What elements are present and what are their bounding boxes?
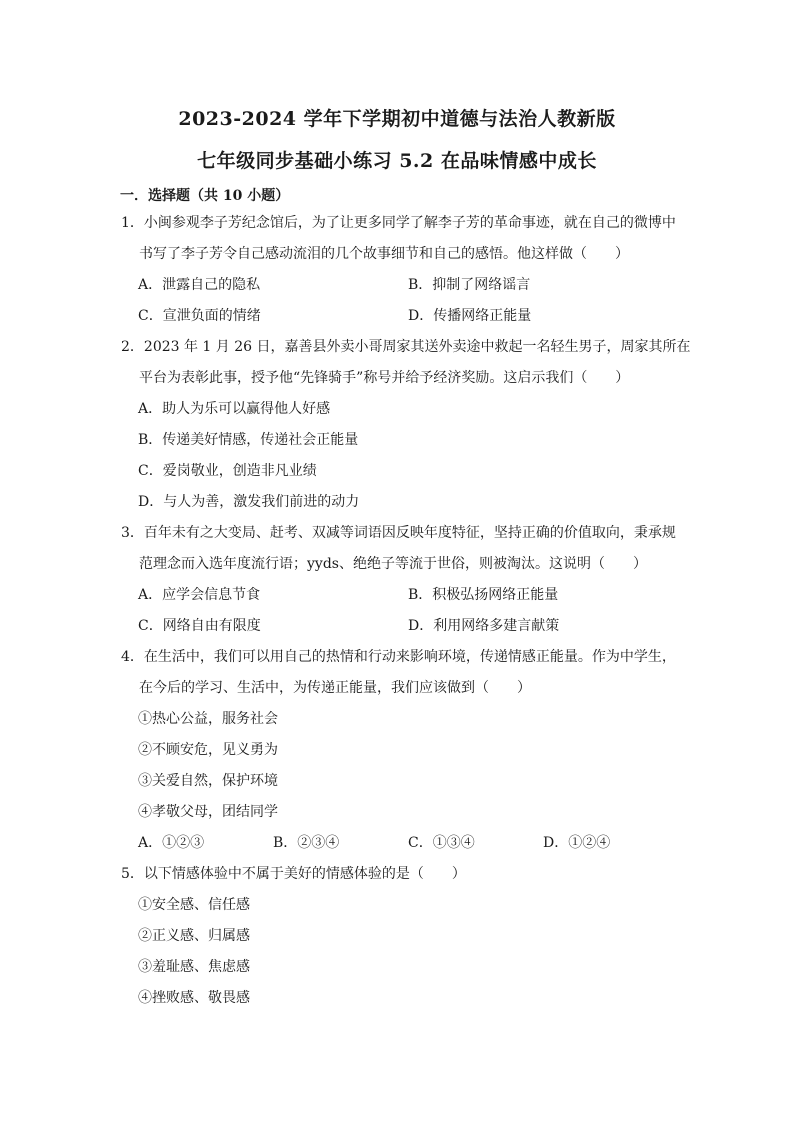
- option-a: A．泄露自己的隐私: [138, 277, 261, 293]
- page-title-line2: 七年级同步基础小练习 5.2 在品味情感中成长: [197, 150, 597, 172]
- option-row: [118, 487, 678, 518]
- question-text: 1．小闽参观李子芳纪念馆后，为了让更多同学了解李子芳的革命事迹，就在自己的微博中: [121, 215, 676, 231]
- question-text: 4．在生活中，我们可以用自己的热情和行动来影响环境，传递情感正能量。作为中学生，: [121, 649, 676, 665]
- option-row: [118, 828, 678, 859]
- option-b: B．传递美好情感，传递社会正能量: [138, 432, 359, 448]
- option-row: [118, 611, 678, 642]
- statement-2: ②正义感、归属感: [138, 928, 250, 944]
- option-d: D．①②④: [543, 835, 611, 851]
- statement-3: ③羞耻感、焦虑感: [138, 959, 250, 975]
- question-text: 5．以下情感体验中不属于美好的情感体验的是（ ）: [121, 866, 466, 882]
- option-d: D．传播网络正能量: [408, 308, 532, 324]
- statement-3: ③关爱自然，保护环境: [138, 773, 278, 789]
- option-c: C．网络自由有限度: [138, 618, 261, 634]
- question-text: 平台为表彰此事，授予他“先锋骑手”称号并给予经济奖励。这启示我们（ ）: [139, 370, 630, 386]
- question-2: [118, 332, 691, 518]
- statement-2: ②不顾安危，见义勇为: [138, 742, 278, 758]
- question-text: 3．百年未有之大变局、赶考、双减等词语因反映年度特征，坚持正确的价值取向，秉承规: [121, 525, 676, 541]
- question-5: [118, 859, 678, 1014]
- option-b: B．②③④: [273, 835, 340, 851]
- statement-1: ①安全感、信任感: [138, 897, 250, 913]
- option-a: A．①②③: [138, 835, 205, 851]
- question-text: 范理念而入选年度流行语；yyds、绝绝子等流于世俗，则被淘汰。这说明（ ）: [139, 556, 647, 572]
- page-title-line1: 2023-2024 学年下学期初中道德与法治人教新版: [178, 108, 616, 130]
- statement-4: ④孝敬父母，团结同学: [138, 804, 278, 820]
- option-d: D．与人为善，激发我们前进的动力: [138, 494, 360, 510]
- question-4: [118, 642, 678, 859]
- option-c: C．宣泄负面的情绪: [138, 308, 261, 324]
- option-row: [118, 270, 678, 301]
- option-row: [118, 456, 678, 487]
- option-row: [118, 580, 678, 611]
- option-row: [118, 301, 678, 332]
- statement-1: ①热心公益，服务社会: [138, 711, 278, 727]
- question-text: 2．2023 年 1 月 26 日，嘉善县外卖小哥周家其送外卖途中救起一名轻生男子，周家其所在: [121, 339, 691, 355]
- question-3: [118, 518, 678, 642]
- question-text: 书写了李子芳令自己感动流泪的几个故事细节和自己的感悟。他这样做（ ）: [139, 246, 629, 262]
- option-a: A．应学会信息节食: [138, 587, 261, 603]
- option-c: C．爱岗敬业，创造非凡业绩: [138, 463, 317, 479]
- option-c: C．①③④: [408, 835, 475, 851]
- statement-4: ④挫败感、敬畏感: [138, 990, 250, 1006]
- exam-content: [118, 184, 691, 1014]
- option-row: [118, 394, 678, 425]
- section-header: 一．选择题（共 10 小题）: [120, 188, 290, 204]
- question-1: [118, 208, 678, 332]
- question-text: 在今后的学习、生活中，为传递正能量，我们应该做到（ ）: [139, 680, 531, 696]
- option-d: D．利用网络多建言献策: [408, 618, 560, 634]
- option-b: B．抑制了网络谣言: [408, 277, 531, 293]
- option-row: [118, 425, 678, 456]
- option-b: B．积极弘扬网络正能量: [408, 587, 559, 603]
- option-a: A．助人为乐可以赢得他人好感: [138, 401, 331, 417]
